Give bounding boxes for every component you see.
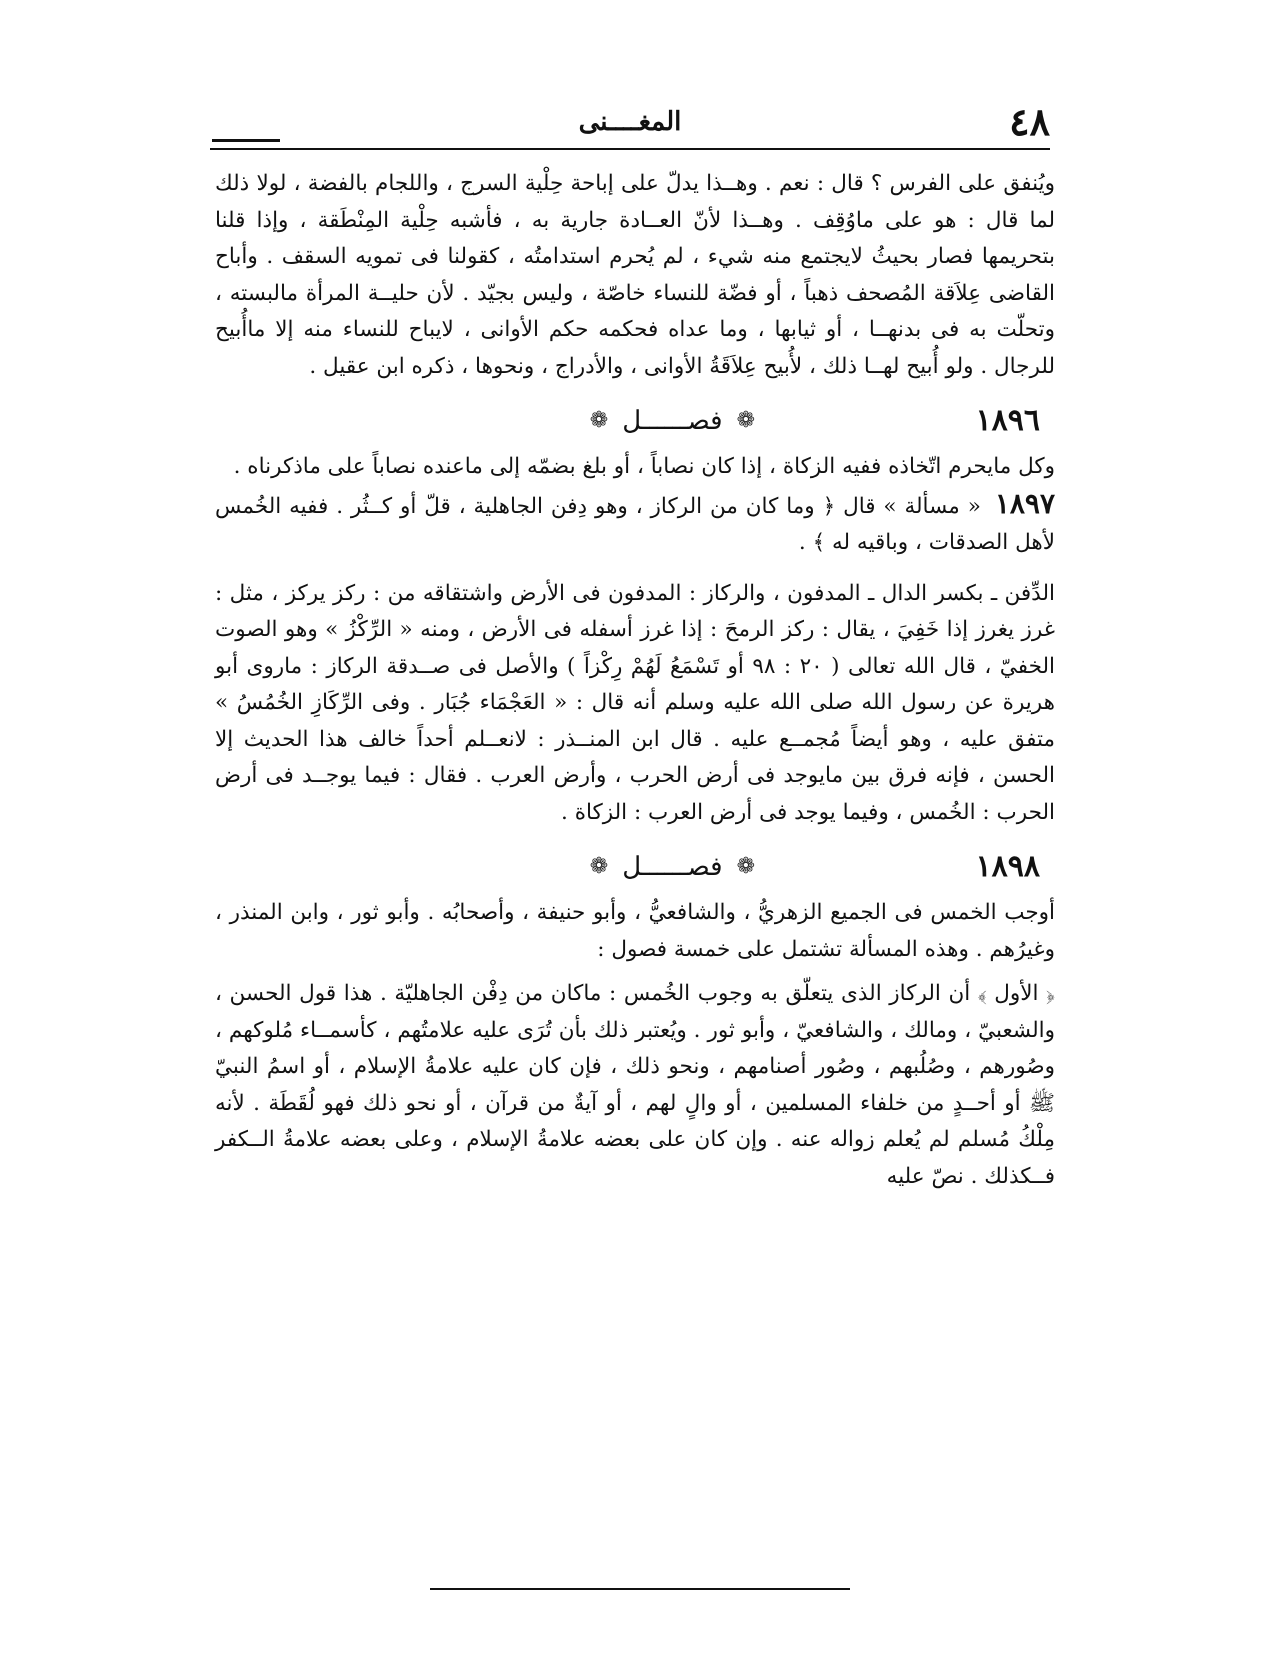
book-title: المغــــنى [578, 107, 682, 137]
ornament-icon: ❁ [736, 853, 755, 879]
footer-rule [430, 1588, 850, 1590]
section-title: فصــــــل [622, 852, 723, 882]
section-number: ١٨٩٨ [975, 849, 1040, 884]
page-header [210, 98, 1050, 146]
issue-number: ١٨٩٧ [994, 486, 1055, 520]
section-heading-1898 [215, 839, 1055, 895]
section-heading-1896 [215, 393, 1055, 449]
ornament-icon: ❁ [736, 407, 755, 433]
page-number: ٤٨ [1009, 99, 1050, 144]
paragraph-zakat-forbidden: وكل مايحرم اتّخاذه ففيه الزكاة ، إذا كان نصاباً ، أو بلغ بضمّه إلى ماعنده نصاباً على ماذكرناه . [233, 454, 1055, 479]
ornament-icon: ❁ [589, 407, 609, 433]
ornament-icon: ❁ [589, 853, 609, 879]
paragraph-khums-opinions: أوجب الخمس فى الجميع الزهريُّ ، والشافعيُّ ، وأبو حنيفة ، وأصحابُه . وأبو ثور ، وابن المنذر ، وغيرُهم . وهذه المسألة تشتمل على خمسة فصول : [215, 900, 1055, 962]
header-rule-accent [212, 139, 280, 142]
page-body [215, 166, 1055, 1195]
section-number: ١٨٩٦ [975, 403, 1040, 438]
paragraph-first-chapter: ﴿ الأول ﴾ أن الركاز الذى يتعلّق به وجوب الخُمس : ماكان من دِفْن الجاهليّة . هذا قول الحسن ، والشعبيّ ، ومالك ، والشافعيّ ، وأبو ثور . ويُعتبر ذلك بأن تُرَى عليه علامتُهم ، كأسمــاء مُلوكهم ، وصُورهم ، وصُلُبهم ، وصُور أصنامهم ، ونحو ذلك ، فإن كان عليه علامةُ الإسلام ، أو اسمُ النبيّ ﷺ أو أحــدٍ من خلفاء المسلمين ، أو والٍ لهم ، أو آيةٌ من قرآن ، أو نحو ذلك فهو لُقَطَة . لأنه مِلْكُ مُسلم لم يُعلم زواله عنه . وإن كان على بعضه علامةُ الإسلام ، وعلى بعضه علامةُ الــكفر فــكذلك . نصّ عليه [215, 981, 1055, 1189]
header-rule [210, 148, 1050, 150]
issue-1897 [215, 486, 1055, 562]
paragraph-rikaz-definition: الدِّفن ـ بكسر الدال ـ المدفون ، والركاز : المدفون فى الأرض واشتقاقه من : ركز يركز ، مثل : غرز يغرز إذا خَفِيَ ، يقال : ركز الرمحَ : إذا غرز أسفله فى الأرض ، ومنه « الرِّكْزُ » وهو الصوت الخفيّ ، قال الله تعالى ( ٢٠ : ٩٨ أو تَسْمَعُ لَهُمْ رِكْزاً ) والأصل فى صــدقة الركاز : ماروى أبو هريرة عن رسول الله صلى الله عليه وسلم أنه قال : « العَجْمَاء جُبَار . وفى الرِّكَازِ الخُمُسُ » متفق عليه ، وهو أيضاً مُجمــع عليه . قال ابن المنــذر : لانعــلم أحداً خالف هذا الحديث إلا الحسن ، فإنه فرق بين مايوجد فى أرض الحرب ، وأرض العرب . فقال : فيما يوجــد فى أرض الحرب : الخُمس ، وفيما يوجد فى أرض العرب : الزكاة . [215, 580, 1055, 825]
paragraph-continuation: ويُنفق على الفرس ؟ قال : نعم . وهــذا يدلّ على إباحة حِلْية السرج ، واللجام بالفضة ، لولا ذلك لما قال : هو على ماوُقِف . وهــذا لأنّ العــادة جارية به ، فأشبه حِلْية المِنْطَقة ، وإذا قلنا بتحريمها فصار بحيثُ لايجتمع منه شيء ، لم يُحرم استدامتُه ، كقولنا فى تمويه السقف . وأباح القاضى عِلاَقة المُصحف ذهباً ، أو فضّة للنساء خاصّة ، وليس بجيّد . لأن حليــة المرأة مالبسته ، وتحلّت به فى بدنهــا ، أو ثيابها ، وما عداه فحكمه حكم الأوانى ، لايباح للنساء منه إلا ماأُبيح للرجال . ولو أُبيح لهــا ذلك ، لأُبيح عِلاَقَةُ الأوانى ، والأدراج ، ونحوها ، ذكره ابن عقيل . [215, 171, 1055, 379]
issue-text: « مسألة » قال ﴿ وما كان من الركاز ، وهو دِفن الجاهلية ، قلّ أو كــثُر . ففيه الخُمس لأهل الصدقات ، وباقيه له ﴾ . [215, 493, 1055, 555]
section-title: فصــــــل [622, 406, 723, 436]
